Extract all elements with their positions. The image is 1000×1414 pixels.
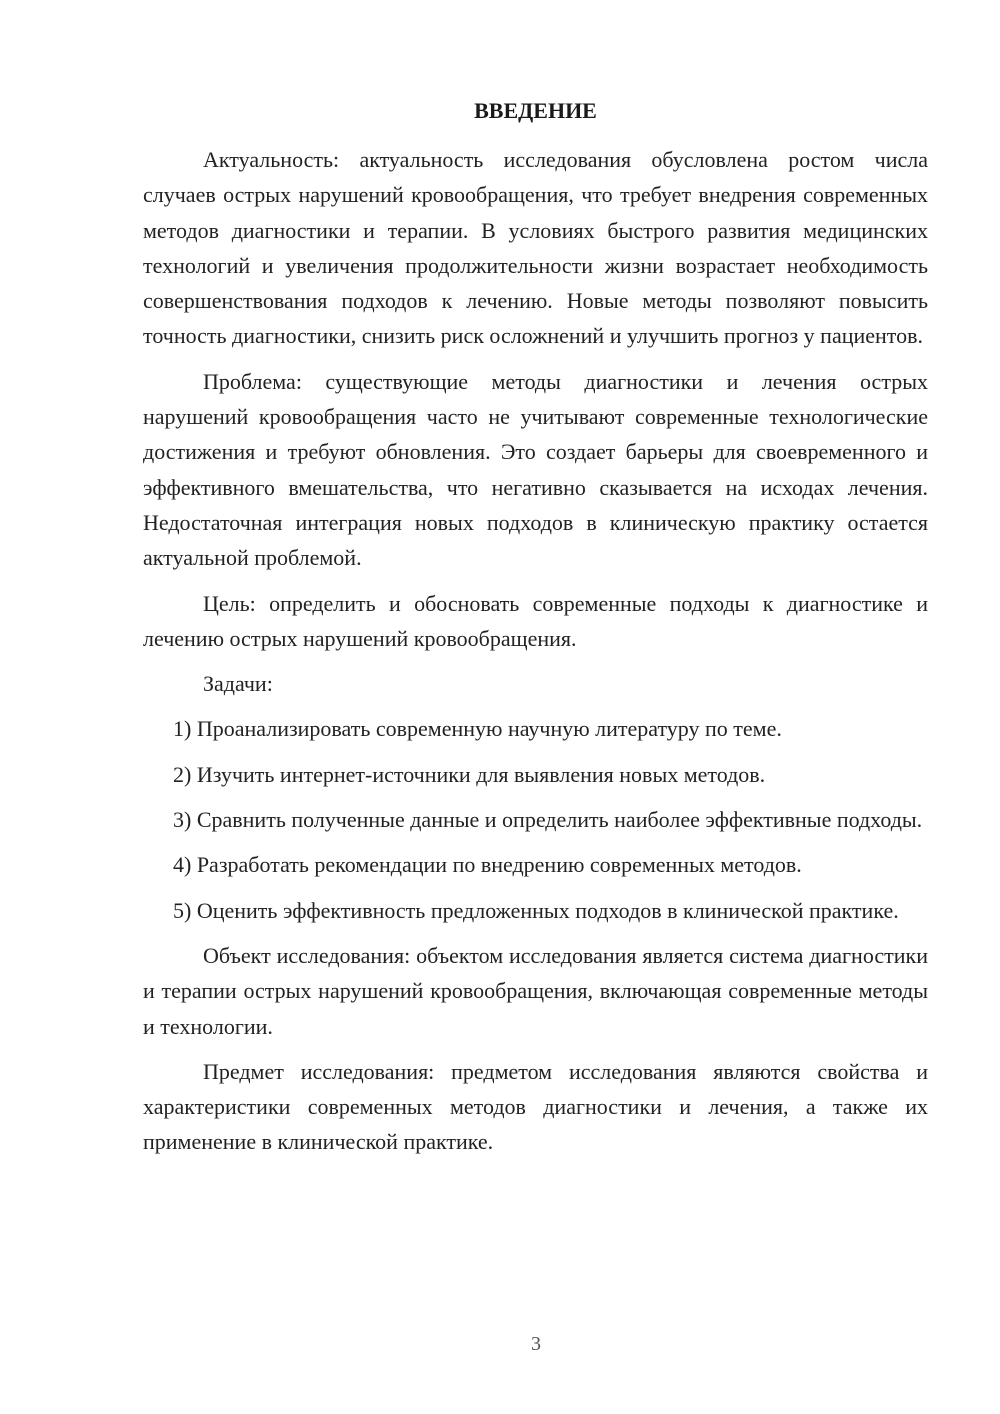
goal-paragraph: Цель: определить и обосновать современные подходы к диагностике и лечению острых нарушений кровообращения. bbox=[143, 590, 928, 651]
page-content bbox=[143, 92, 928, 1170]
task-item-2: 2) Изучить интернет-источники для выявления новых методов. bbox=[173, 761, 766, 787]
section-title: ВВЕДЕНИЕ bbox=[474, 98, 597, 123]
page-number-value: 3 bbox=[531, 1333, 541, 1355]
object-paragraph: Объект исследования: объектом исследования является система диагностики и терапии острых нарушений кровообращения, включающая современные методы и технологии. bbox=[143, 942, 928, 1039]
tasks-heading: Задачи: bbox=[203, 671, 273, 697]
problem-paragraph: Проблема: существующие методы диагностики и лечения острых нарушений кровообращения часто не учитывают современные технологические достижения и требуют обновления. Это создает барьеры для своевременного и эффективного вмешательства, что негативно сказывается на исходах лечения. Недостаточная интеграция новых подходов в клиническую практику остается актуальной проблемой. bbox=[143, 368, 928, 571]
page-number bbox=[72, 1333, 1000, 1356]
task-item-4: 4) Разработать рекомендации по внедрению современных методов. bbox=[173, 852, 802, 878]
subject-paragraph: Предмет исследования: предметом исследования являются свойства и характеристики современных методов диагностики и лечения, а также их применение в клинической практике. bbox=[143, 1058, 928, 1155]
task-item-3: 3) Сравнить полученные данные и определить наиболее эффективные подходы. bbox=[173, 807, 923, 833]
task-item-5: 5) Оценить эффективность предложенных подходов в клинической практике. bbox=[173, 897, 899, 923]
relevance-paragraph: Актуальность: актуальность исследования обусловлена ростом числа случаев острых нарушений кровообращения, что требует внедрения современных методов диагностики и терапии. В условиях быстрого развития медицинских технологий и увеличения продолжительности жизни возрастает необходимость совершенствования подходов к лечению. Новые методы позволяют повысить точность диагностики, снизить риск осложнений и улучшить прогноз у пациентов. bbox=[143, 147, 928, 349]
task-item-1: 1) Проанализировать современную научную литературу по теме. bbox=[173, 716, 782, 742]
